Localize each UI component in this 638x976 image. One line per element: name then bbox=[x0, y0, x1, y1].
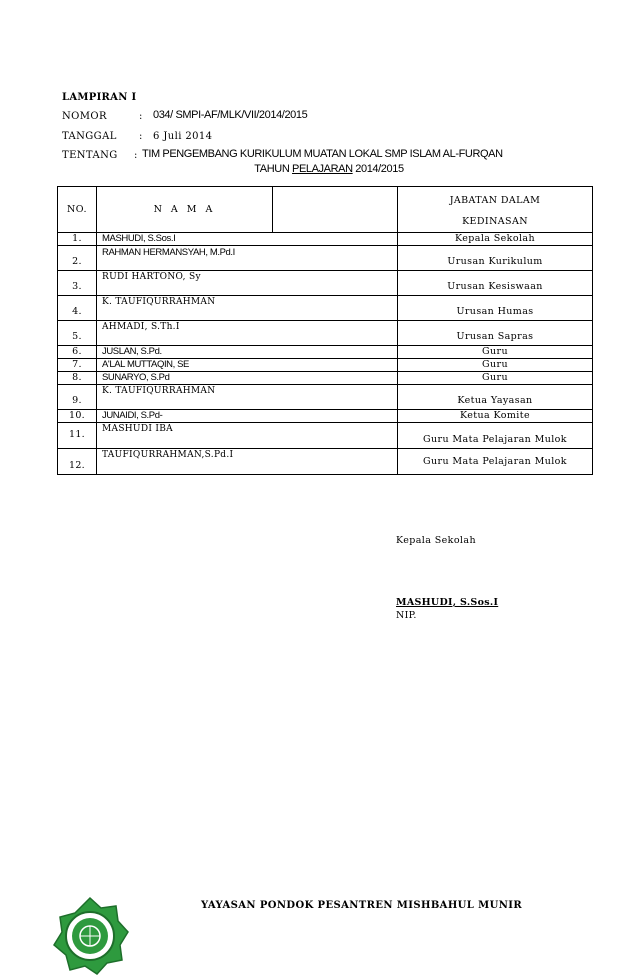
title-pelajaran: PELAJARAN bbox=[292, 163, 353, 175]
row-jabatan: Guru bbox=[398, 372, 593, 385]
row-nama: SUNARYO, S.Pd bbox=[97, 372, 398, 385]
row-jabatan: Guru Mata Pelajaran Mulok bbox=[398, 449, 593, 475]
tentang-colon: : bbox=[134, 150, 138, 161]
tanggal-colon: : bbox=[139, 131, 143, 142]
row-no: 7. bbox=[58, 359, 97, 372]
row-nama: JUNAIDI, S.Pd- bbox=[97, 410, 398, 423]
header-nama: N A M A bbox=[97, 187, 273, 233]
row-no: 11. bbox=[58, 423, 97, 449]
members-table bbox=[57, 186, 593, 475]
header-no: NO. bbox=[58, 187, 97, 233]
row-jabatan: Guru bbox=[398, 346, 593, 359]
row-jabatan: Urusan Kurikulum bbox=[398, 246, 593, 271]
table-row bbox=[58, 385, 593, 410]
row-no: 4. bbox=[58, 296, 97, 321]
table-row bbox=[58, 449, 593, 475]
row-jabatan: Urusan Humas bbox=[398, 296, 593, 321]
row-no: 1. bbox=[58, 233, 97, 246]
row-jabatan: Guru bbox=[398, 359, 593, 372]
row-nama: K. TAUFIQURRAHMAN bbox=[97, 296, 398, 321]
table-row bbox=[58, 296, 593, 321]
table-row bbox=[58, 346, 593, 359]
row-nama: JUSLAN, S.Pd. bbox=[97, 346, 398, 359]
foundation-logo-icon bbox=[50, 896, 130, 976]
table-header-row bbox=[58, 187, 593, 233]
tanggal-value: 6 Juli 2014 bbox=[153, 131, 213, 142]
table-row bbox=[58, 410, 593, 423]
signature-nip: NIP. bbox=[396, 610, 417, 621]
row-nama: A'LAL MUTTAQIN, SE bbox=[97, 359, 398, 372]
tentang-row bbox=[62, 148, 503, 161]
row-no: 9. bbox=[58, 385, 97, 410]
table-row bbox=[58, 246, 593, 271]
row-nama: TAUFIQURRAHMAN,S.Pd.I bbox=[97, 449, 398, 475]
row-no: 12. bbox=[58, 449, 97, 475]
row-jabatan: Urusan Kesiswaan bbox=[398, 271, 593, 296]
title-year: 2014/2015 bbox=[355, 163, 404, 175]
row-nama: RAHMAN HERMANSYAH, M.Pd.I bbox=[97, 246, 398, 271]
table-row bbox=[58, 233, 593, 246]
lampiran-label: LAMPIRAN I bbox=[62, 92, 137, 103]
row-no: 8. bbox=[58, 372, 97, 385]
header-jabatan-line2: KEDINASAN bbox=[462, 215, 528, 227]
nomor-colon: : bbox=[139, 111, 143, 122]
row-no: 2. bbox=[58, 246, 97, 271]
table-row bbox=[58, 321, 593, 346]
signature-title: Kepala Sekolah bbox=[396, 535, 476, 546]
footer-foundation-name: YAYASAN PONDOK PESANTREN MISHBAHUL MUNIR bbox=[201, 900, 523, 911]
row-nama: AHMADI, S.Th.I bbox=[97, 321, 398, 346]
title-line-2 bbox=[0, 163, 638, 175]
row-nama: K. TAUFIQURRAHMAN bbox=[97, 385, 398, 410]
row-no: 5. bbox=[58, 321, 97, 346]
row-no: 3. bbox=[58, 271, 97, 296]
row-jabatan: Kepala Sekolah bbox=[398, 233, 593, 246]
row-jabatan: Ketua Yayasan bbox=[398, 385, 593, 410]
signature-name: MASHUDI, S.Sos.I bbox=[396, 597, 499, 608]
tanggal-label: TANGGAL bbox=[62, 131, 117, 142]
nomor-value: 034/ SMPI-AF/MLK/VII/2014/2015 bbox=[153, 109, 308, 121]
table-row bbox=[58, 423, 593, 449]
title-tahun: TAHUN bbox=[254, 163, 290, 175]
row-nama: MASHUDI IBA bbox=[97, 423, 398, 449]
nomor-row bbox=[62, 109, 308, 122]
table-row bbox=[58, 271, 593, 296]
nomor-label: NOMOR bbox=[62, 111, 107, 122]
row-no: 10. bbox=[58, 410, 97, 423]
row-nama: MASHUDI, S.Sos.I bbox=[97, 233, 398, 246]
header-jabatan-line1: JABATAN DALAM bbox=[449, 194, 541, 206]
row-nama: RUDI HARTONO, Sy bbox=[97, 271, 398, 296]
tanggal-row bbox=[62, 131, 213, 142]
row-no: 6. bbox=[58, 346, 97, 359]
logo-svg bbox=[50, 896, 130, 976]
table-row bbox=[58, 372, 593, 385]
row-jabatan: Guru Mata Pelajaran Mulok bbox=[398, 423, 593, 449]
table-row bbox=[58, 359, 593, 372]
tentang-label: TENTANG bbox=[62, 150, 118, 161]
tentang-value: TIM PENGEMBANG KURIKULUM MUATAN LOKAL SMP ISLAM AL-FURQAN bbox=[142, 148, 503, 160]
header-jabatan bbox=[398, 187, 593, 233]
row-jabatan: Ketua Komite bbox=[398, 410, 593, 423]
header-blank bbox=[273, 187, 398, 233]
row-jabatan: Urusan Sapras bbox=[398, 321, 593, 346]
